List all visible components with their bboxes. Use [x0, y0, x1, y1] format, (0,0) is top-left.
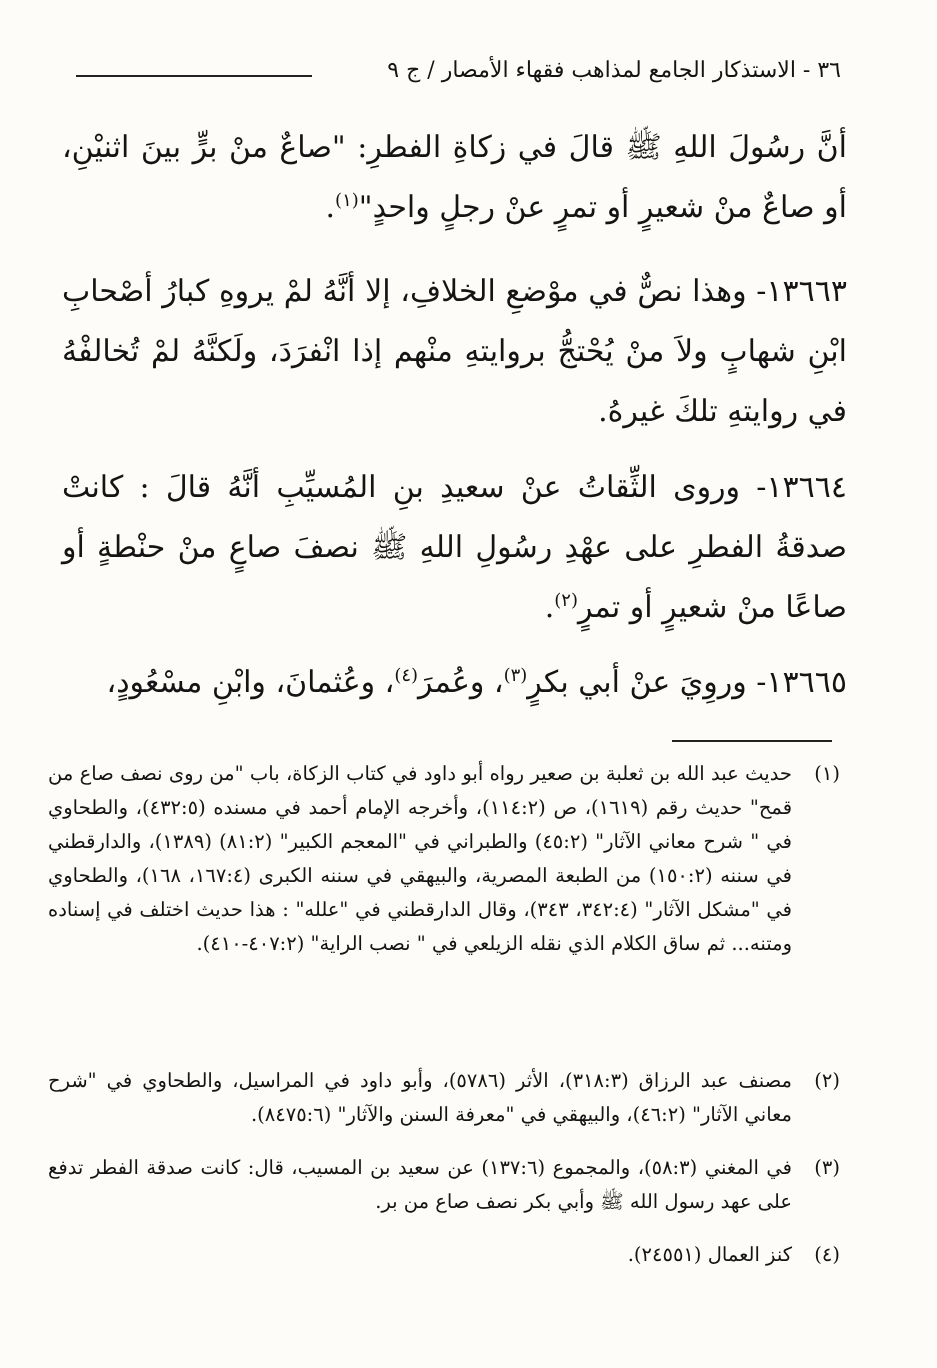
paragraph-text: ، وعُثمانَ، وابْنِ مسْعُودٍ، [106, 665, 395, 700]
footnote-text: كنز العمال (٢٤٥٥١). [627, 1243, 792, 1266]
paragraph-13665 [62, 653, 847, 713]
paragraph-13664 [62, 458, 847, 638]
paragraph-13663 [62, 262, 847, 442]
footnote-4 [48, 1238, 840, 1272]
footnote-2 [48, 1064, 840, 1132]
paragraph-1 [62, 118, 847, 238]
paragraph-end: . [544, 590, 555, 625]
footnote-number: (١) [814, 762, 840, 785]
paragraph-text: ١٣٦٦٣- وهذا نصٌّ في موْضعِ الخلافِ، إلا أنَّهُ لمْ يروهِ كبارُ أصْحابِ ابْنِ شهابٍ ولاَ منْ يُحْتجُّ بروايتهِ منْهم إذا انْفرَدَ، ولَكنَّهُ لمْ تُخالفْهُ في روايتهِ تلكَ غيرهُ. [62, 274, 847, 429]
footnote-number: (٤) [814, 1243, 840, 1266]
footnote-1 [48, 757, 840, 961]
running-header: ٣٦ - الاستذكار الجامع لمذاهب فقهاء الأمصار / ج ٩ [387, 58, 841, 83]
footnote-text: مصنف عبد الرزاق (٣١٨:٣)، الأثر (٥٧٨٦)، وأبو داود في المراسيل، والطحاوي في "شرح معاني الآثار" (٤٦:٢)، والبيهقي في "معرفة السنن والآثار" (٨٤٧٥:٦). [48, 1069, 792, 1126]
footnote-3 [48, 1151, 840, 1219]
footnote-ref[interactable]: (٢) [554, 590, 578, 611]
paragraph-text: ١٣٦٦٤- وروى الثِّقاتُ عنْ سعيدِ بنِ المُسيِّبِ أنَّهُ قالَ : كانتْ صدقةُ الفطرِ على عهْدِ رسُولِ اللهِ ﷺ نصفَ صاعٍ منْ حنْطةٍ أو صاعًا منْ شعيرٍ أو تمرٍ [62, 470, 847, 625]
footnote-text: حديث عبد الله بن ثعلبة بن صعير رواه أبو داود في كتاب الزكاة، باب "من روى نصف صاع من قمح" حديث رقم (١٦١٩)، ص (١١٤:٢)، وأخرجه الإمام أحمد في مسنده (٤٣٢:٥)، والطحاوي في " شرح معاني الآثار" (٤٥:٢) والطبراني في "المعجم الكبير" (٨١:٢) (١٣٨٩)، والدارقطني في سننه (١٥٠:٢) من الطبعة المصرية، والبيهقي في سننه الكبرى (١٦٧:٤، ١٦٨)، والطحاوي في "مشكل الآثار" (٣٤٢:٤، ٣٤٣)، وقال الدارقطني في "علله" : هذا حديث اختلف في إسناده ومتنه... ثم ساق الكلام الذي نقله الزيلعي في " نصب الراية" (٤٠٧:٢-٤١٠). [48, 762, 793, 955]
paragraph-end: . [325, 190, 336, 225]
footnote-ref[interactable]: (٤) [394, 665, 419, 686]
paragraph-text: ١٣٦٦٥- وروِيَ عنْ أبي بكرٍ [527, 665, 847, 700]
paragraph-text: ، وعُمرَ [418, 665, 504, 700]
footnote-ref[interactable]: (١) [335, 190, 359, 211]
footnote-text: في المغني (٥٨:٣)، والمجموع (١٣٧:٦) عن سعيد بن المسيب، قال: كانت صدقة الفطر تدفع على عهد رسول الله ﷺ وأبي بكر نصف صاع من بر. [48, 1156, 793, 1213]
paragraph-text: أنَّ رسُولَ اللهِ ﷺ قالَ في زكاةِ الفطرِ: "صاعٌ منْ برٍّ بينَ اثنيْنِ، أو صاعٌ منْ شعيرٍ أو تمرٍ عنْ رجلٍ واحدٍ" [62, 130, 847, 225]
footnote-number: (٢) [814, 1069, 840, 1092]
footnote-ref[interactable]: (٣) [503, 665, 528, 686]
footnote-number: (٣) [814, 1156, 840, 1179]
header-rule [76, 75, 312, 77]
footnote-separator [672, 740, 832, 742]
